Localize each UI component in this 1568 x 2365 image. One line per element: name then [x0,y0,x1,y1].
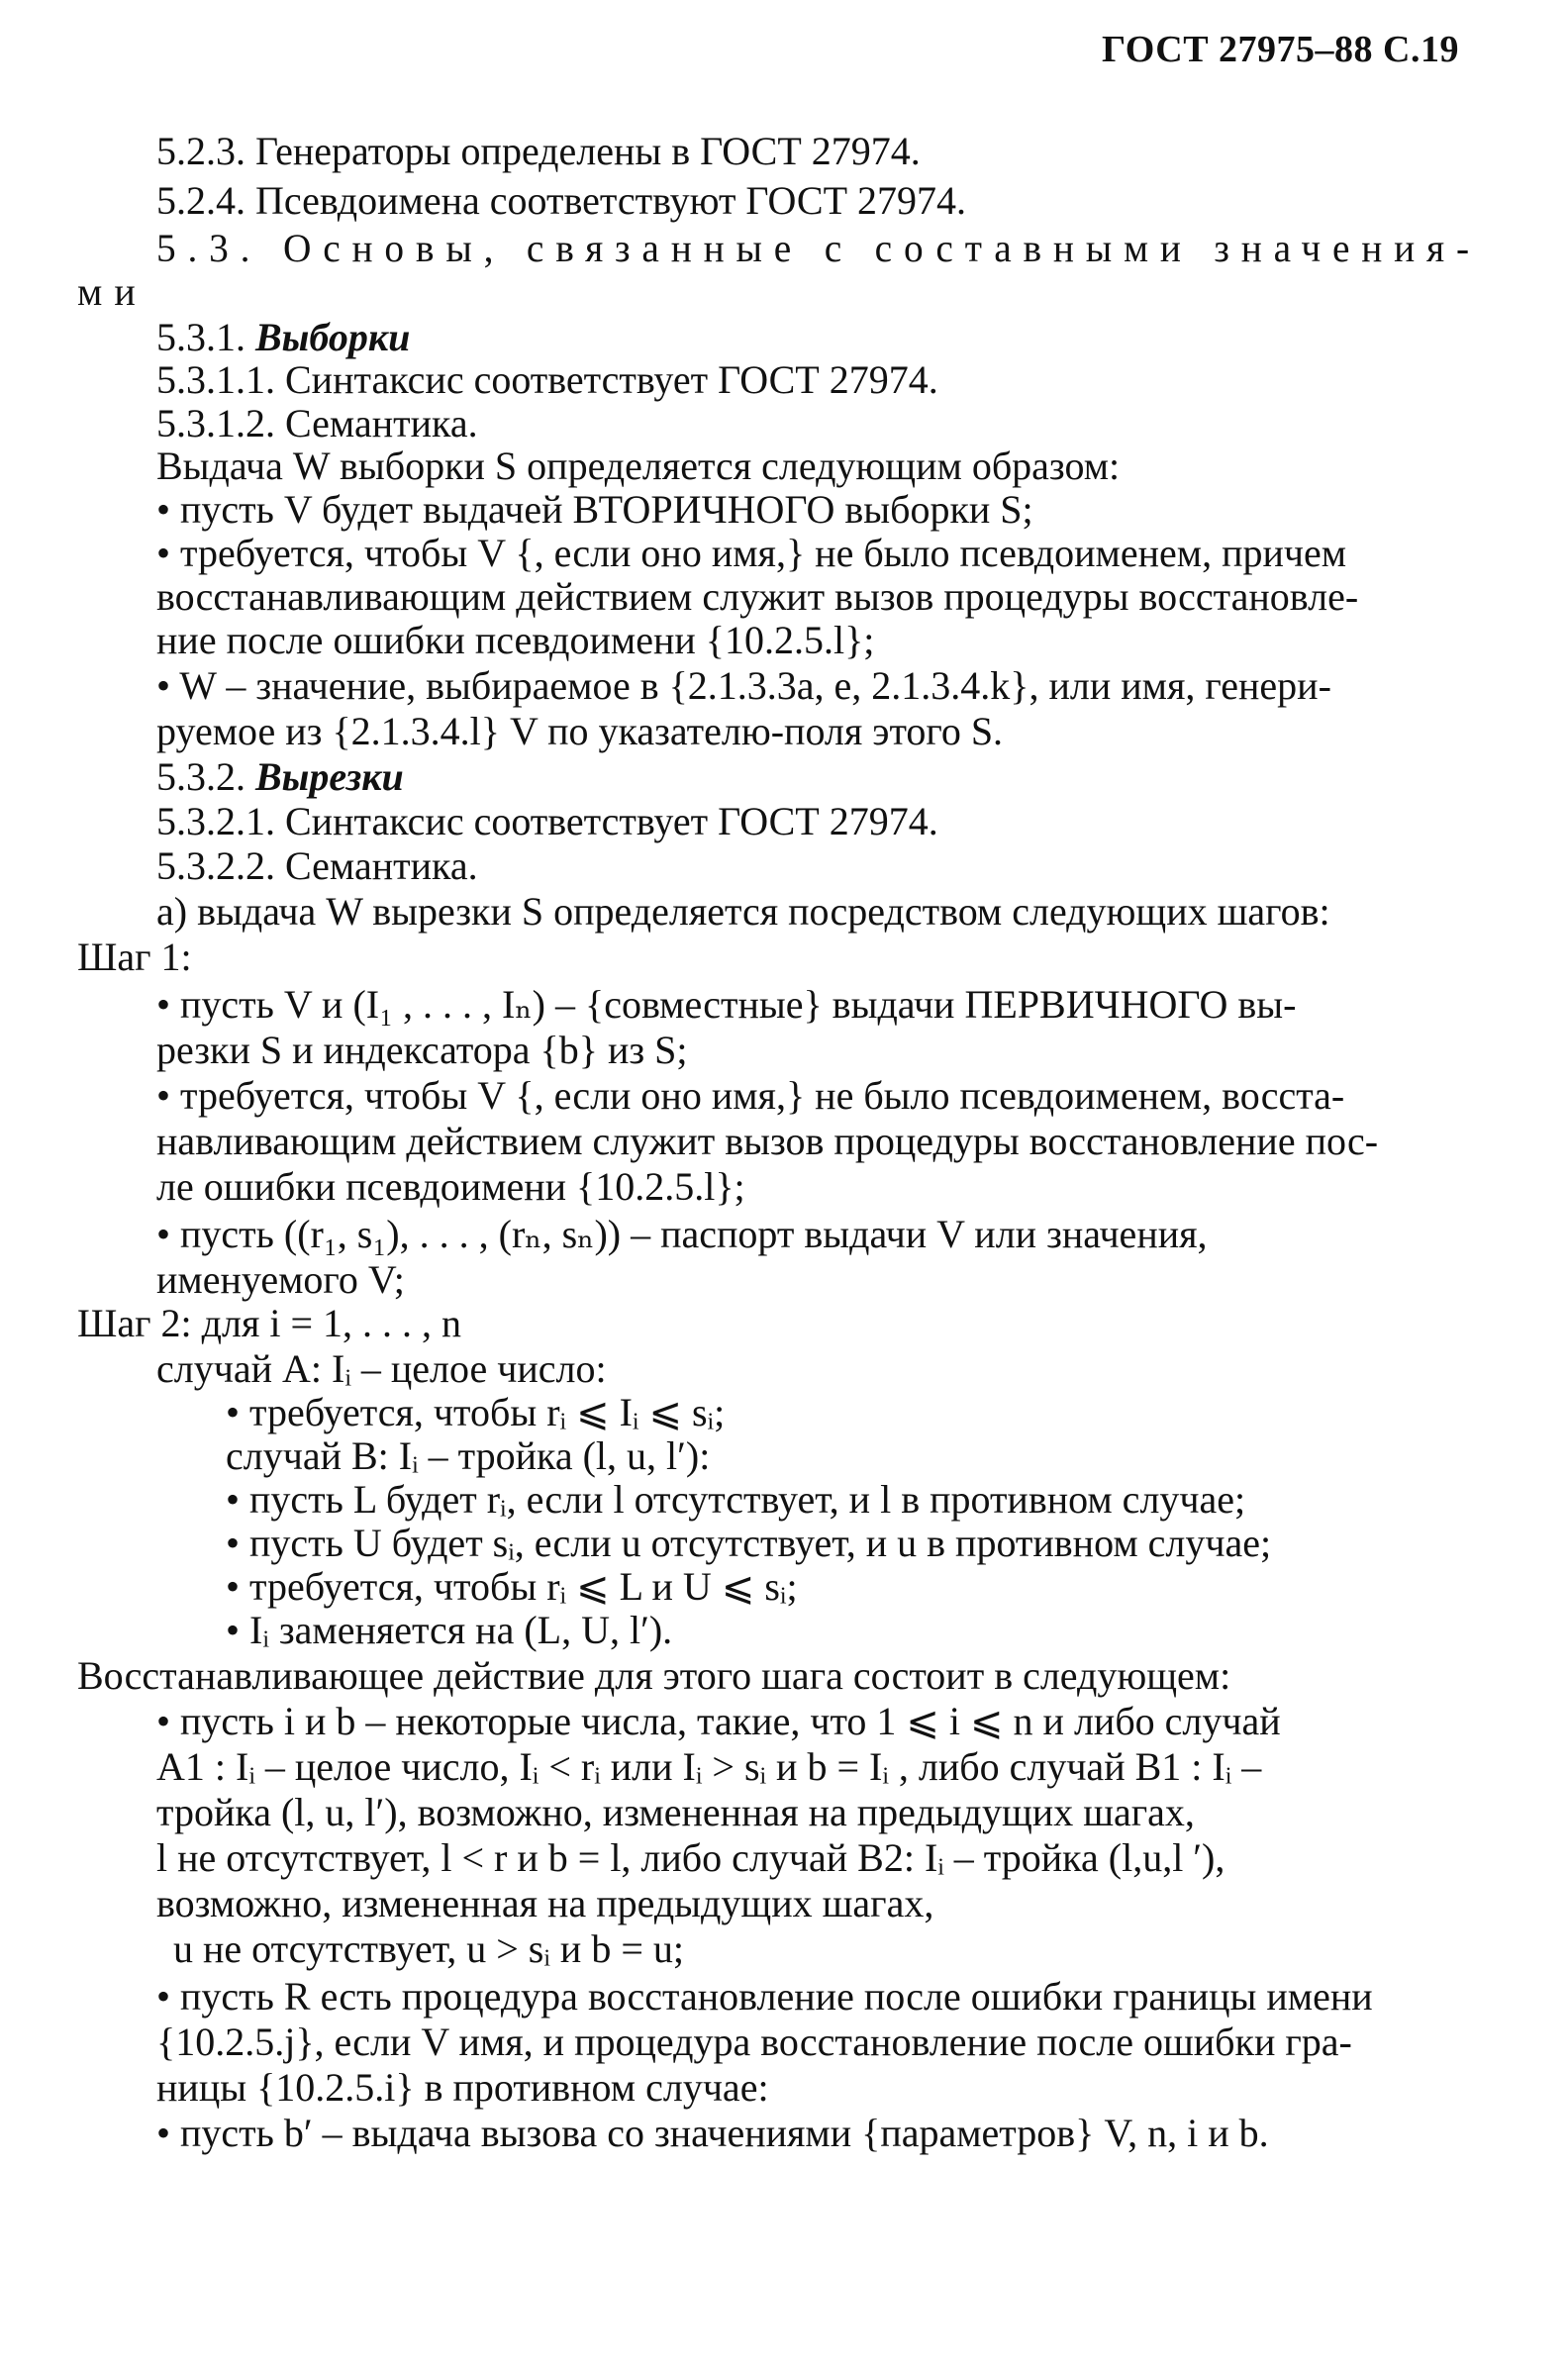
text-line: • требуется, чтобы rᵢ ⩽ Iᵢ ⩽ sᵢ; [226,1390,726,1434]
text-line: • пусть R есть процедура восстановление после ошибки границы имени [156,1974,1373,2019]
page-header: ГОСТ 27975–88 С.19 [1102,29,1459,70]
text-line: • требуется, чтобы V {, если оно имя,} не было псевдоименем, причем [156,531,1347,575]
text-line: возможно, измененная на предыдущих шагах, [156,1881,934,1925]
text-line: ле ошибки псевдоимени {10.2.5.l}; [156,1164,745,1209]
text-line: случай В: Iᵢ – тройка (l, u, l′): [226,1433,711,1478]
text-line: • W – значение, выбираемое в {2.1.3.3a, e, 2.1.3.4.k}, или имя, генери- [156,663,1331,708]
subsection-name: Вырезки [255,754,404,799]
text-line: 5.3.2.1. Синтаксис соответствует ГОСТ 27974. [156,799,938,843]
text-line: • пусть ((r₁, s₁), . . . , (rₙ, sₙ)) – паспорт выдачи V или значения, [156,1212,1208,1256]
text-line: • пусть b′ – выдача вызова со значениями {параметров} V, n, i и b. [156,2111,1269,2155]
text-line: • пусть V и (I₁ , . . . , Iₙ) – {совместные} выдачи ПЕРВИЧНОГО вы- [156,982,1297,1027]
text-line: случай А: Iᵢ – целое число: [156,1346,607,1391]
text-line: а) выдача W вырезки S определяется посредством следующих шагов: [156,889,1330,934]
text-line: {10.2.5.j}, если V имя, и процедура восстановление после ошибки гра- [156,2020,1352,2064]
text-line: 5.2.4. Псевдоимена соответствуют ГОСТ 27974. [156,178,967,223]
text-line: • пусть U будет sᵢ, если u отсутствует, и u в противном случае; [226,1521,1272,1565]
text-line: восстанавливающим действием служит вызов процедуры восстановле- [156,574,1359,619]
text-line: навливающим действием служит вызов процедуры восстановление пос- [156,1119,1379,1163]
text-line: • пусть i и b – некоторые числа, такие, что 1 ⩽ i ⩽ n и либо случай [156,1699,1281,1743]
text-line: именуемого V; [156,1257,405,1302]
section-heading: 5.3. Основы, связанные с составными значения- [156,226,1481,270]
text-line: Восстанавливающее действие для этого шага состоит в следующем: [77,1653,1231,1698]
text-line: Шаг 1: [77,935,192,979]
text-line: • пусть L будет rᵢ, если l отсутствует, и l в противном случае; [226,1477,1246,1522]
text-line: 5.3.1.2. Семантика. [156,401,478,445]
subsection-number: 5.3.1. [156,315,245,359]
text-line: Шаг 2: для i = 1, . . . , n [77,1301,462,1345]
text-line: резки S и индексатора {b} из S; [156,1028,688,1072]
text-line: ние после ошибки псевдоимени {10.2.5.l}; [156,618,875,662]
text-line: тройка (l, u, l′), возможно, измененная на предыдущих шагах, [156,1790,1195,1834]
section-heading-cont: ми [77,269,147,314]
text-line: 5.3.2.2. Семантика. [156,843,478,888]
text-line: 5.2.3. Генераторы определены в ГОСТ 27974. [156,129,921,173]
text-line: • пусть V будет выдачей ВТОРИЧНОГО выборки S; [156,487,1033,532]
text-line: ницы {10.2.5.i} в противном случае: [156,2065,769,2110]
subsection-number: 5.3.2. [156,754,245,799]
text-line: Выдача W выборки S определяется следующим образом: [156,443,1121,488]
subsection-name: Выборки [255,315,411,359]
text-line: • требуется, чтобы rᵢ ⩽ L и U ⩽ sᵢ; [226,1564,798,1609]
subsection-title [156,754,404,800]
text-line: А1 : Iᵢ – целое число, Iᵢ < rᵢ или Iᵢ > sᵢ и b = Iᵢ , либо случай В1 : Iᵢ – [156,1744,1262,1789]
text-line: • Iᵢ заменяется на (L, U, l′). [226,1608,673,1652]
text-line: 5.3.1.1. Синтаксис соответствует ГОСТ 27974. [156,357,938,402]
text-line: руемое из {2.1.3.4.l} V по указателю-поля этого S. [156,709,1004,753]
text-line: • требуется, чтобы V {, если оно имя,} не было псевдоименем, восста- [156,1073,1345,1118]
text-line: l не отсутствует, l < r и b = l, либо случай В2: Iᵢ – тройка (l,u,l ′), [156,1835,1225,1880]
text-line: u не отсутствует, u > sᵢ и b = u; [173,1926,684,1971]
subsection-title [156,315,410,360]
